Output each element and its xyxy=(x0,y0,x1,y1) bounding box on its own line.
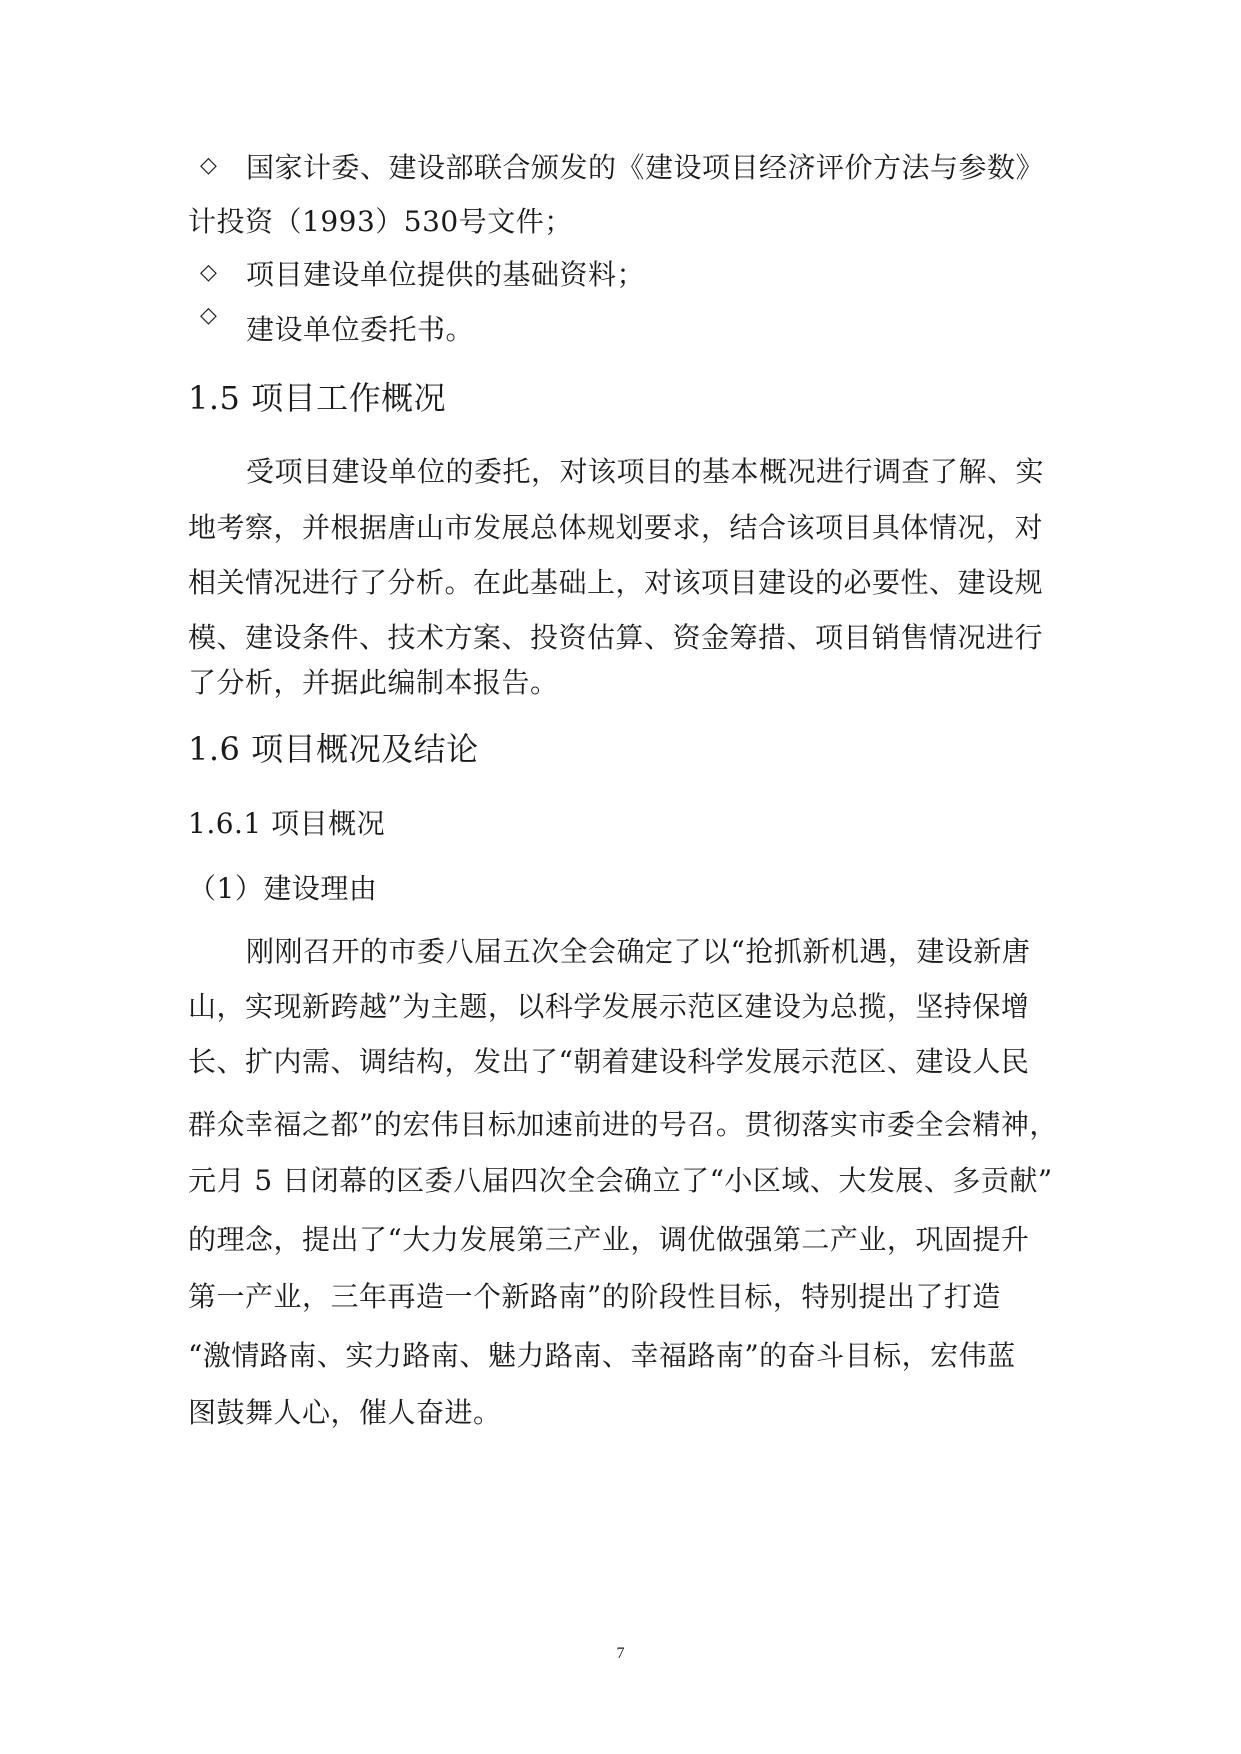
diamond-bullet-icon: ◇ xyxy=(200,303,218,328)
bullet-item xyxy=(200,148,1044,188)
paragraph-line: 群众幸福之都”的宏伟目标加速前进的号召。贯彻落实市委全会精神， xyxy=(188,1108,1058,1141)
paragraph-line: “激情路南、实力路南、魅力路南、幸福路南”的奋斗目标，宏伟蓝 xyxy=(188,1339,1016,1372)
paragraph-line: 地考察，并根据唐山市发展总体规划要求，结合该项目具体情况，对 xyxy=(188,511,1044,544)
paragraph-line: 刚刚召开的市委八届五次全会确定了以“抢抓新机遇，建设新唐 xyxy=(246,935,1031,968)
diamond-bullet-icon: ◇ xyxy=(200,153,218,178)
paragraph-line: 模、建设条件、技术方案、投资估算、资金筹措、项目销售情况进行 xyxy=(188,621,1044,654)
page-number: 7 xyxy=(616,1645,625,1662)
paragraph-line: 受项目建设单位的委托，对该项目的基本概况进行调查了解、实 xyxy=(246,455,1045,488)
paragraph-line: 山，实现新跨越”为主题，以科学发展示范区建设为总揽，坚持保增 xyxy=(188,990,1030,1023)
bullet-item xyxy=(200,304,474,344)
paragraph-line: 图鼓舞人心，催人奋进。 xyxy=(188,1396,502,1429)
bullet-text: 建设单位委托书。 xyxy=(246,313,475,346)
item-heading: （1）建设理由 xyxy=(188,872,378,905)
diamond-bullet-icon: ◇ xyxy=(200,260,218,285)
section-heading: 1.6 项目概况及结论 xyxy=(188,730,479,768)
paragraph-line: 的理念，提出了“大力发展第三产业，调优做强第二产业，巩固提升 xyxy=(188,1223,1030,1256)
paragraph-line: 了分析，并据此编制本报告。 xyxy=(188,666,559,699)
bullet-text: 国家计委、建设部联合颁发的《建设项目经济评价方法与参数》 xyxy=(246,151,1045,184)
subsection-heading: 1.6.1 项目概况 xyxy=(188,807,386,840)
bullet-text: 项目建设单位提供的基础资料； xyxy=(246,258,646,291)
paragraph-line: 第一产业，三年再造一个新路南”的阶段性目标，特别提出了打造 xyxy=(188,1280,1001,1313)
paragraph-line: 长、扩内需、调结构，发出了“朝着建设科学发展示范区、建设人民 xyxy=(188,1045,1030,1078)
bullet-continuation: 计投资（1993）530号文件； xyxy=(188,205,573,238)
section-heading: 1.5 项目工作概况 xyxy=(188,379,447,417)
bullet-item xyxy=(200,255,645,295)
paragraph-line: 相关情况进行了分析。在此基础上，对该项目建设的必要性、建设规 xyxy=(188,566,1044,599)
paragraph-line: 元月 5 日闭幕的区委八届四次全会确立了“小区域、大发展、多贡献” xyxy=(188,1164,1053,1197)
